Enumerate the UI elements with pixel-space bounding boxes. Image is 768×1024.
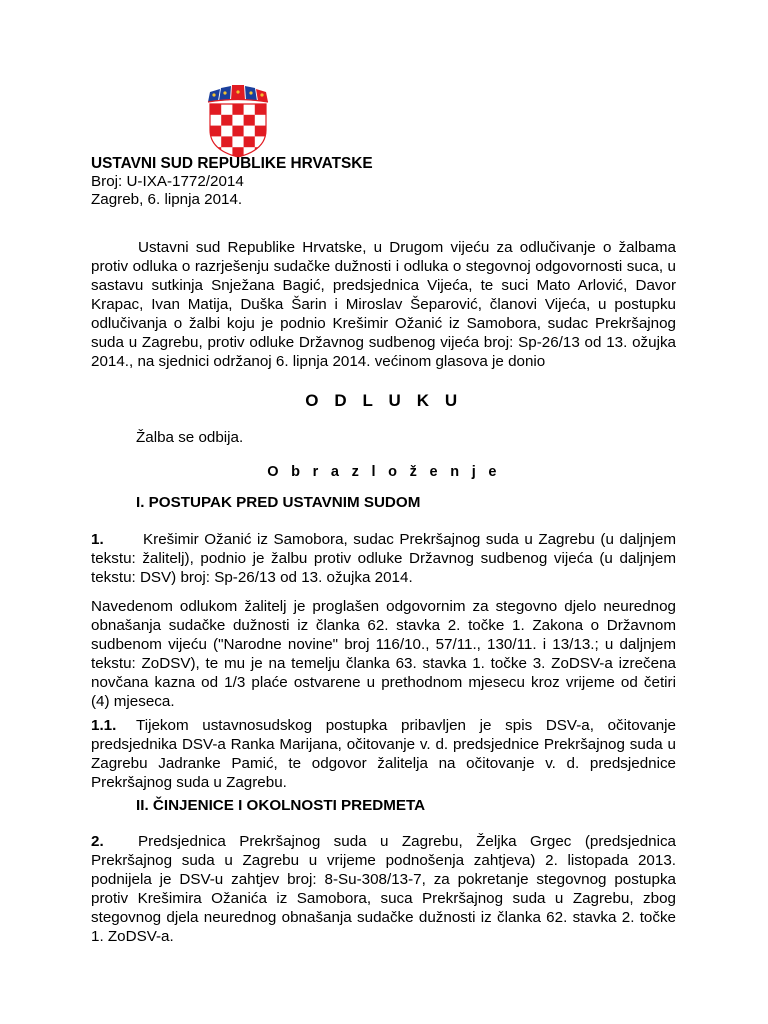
section-2-title: II. ČINJENICE I OKOLNOSTI PREDMETA [136,797,426,814]
preamble-text: Ustavni sud Republike Hrvatske, u Drugom vijeću za odlučivanje o žalbama protiv odluka o razrješenju sudačke dužnosti i odluka o stegovnoj odgovornosti suca, u sastavu sutkinja Snježana Bagić, predsjednica Vijeća, te suci Mato Arlović, Davor Krapac, Ivan Matija, Duška Šarin i Miroslav Šeparović, članovi Vijeća, u postupku odlučivanja o žalbi koju je podnio Krešimir Ožanić iz Samobora, sudac Prekršajnog suda u Zagrebu, protiv odluke Državnog sudbenog vijeća broj: Sp-26/13 od 13. ožujka 2014., na sjednici održanoj 6. lipnja 2014. većinom glasova je donio [91,239,676,370]
paragraph-text: Tijekom ustavnosudskog postupka pribavljen je spis DSV-a, očitovanje predsjednika DSV-a Ranka Marijana, očitovanje v. d. predsjednice Prekršajnog suda u Zagrebu Jadranke Pamić, te odgovor žalitelja na očitovanje v. d. predsjednice Prekršajnog suda u Zagrebu. [91,717,676,791]
paragraph-1 [91,530,676,587]
paragraph-number: 1.1. [91,717,117,734]
paragraph-text: Krešimir Ožanić iz Samobora, sudac Prekršajnog suda u Zagrebu (u daljnjem tekstu: žalitelj), podnio je žalbu protiv odluke Državnog sudbenog vijeća (u daljnjem tekstu: DSV) broj: Sp-26/13 od 13. ožujka 2014. [91,531,676,586]
paragraph-1-continued [91,597,676,711]
paragraph-text: Predsjednica Prekršajnog suda u Zagrebu, Željka Grgec (predsjednica Prekršajnog suda u Zagrebu u vrijeme podnošenja zahtjeva) 2. listopada 2013. podnijela je DSV-u zahtjev broj: 8-Su-308/13-7, za pokretanje stegovnog postupka protiv Krešimira Ožanića iz Samobora, suca Prekršajnog suda u Zagrebu, zbog stegovnog djela neurednog obnašanja sudačke dužnosti iz članka 62. stavka 2. točke 1. ZoDSV-a. [91,833,676,945]
section-1-title: I. POSTUPAK PRED USTAVNIM SUDOM [136,494,421,511]
decision-text: Žalba se odbija. [136,429,244,446]
decision-title: O D L U K U [305,391,463,410]
preamble-paragraph [91,238,676,371]
paragraph-1-1 [91,716,676,792]
place-date: Zagreb, 6. lipnja 2014. [91,191,243,208]
paragraph-number: 1. [91,531,104,548]
paragraph-2 [91,832,676,946]
reasoning-title: O b r a z l o ž e n j e [267,464,501,480]
croatian-coat-of-arms-icon [206,84,270,158]
paragraph-text: Navedenom odlukom žalitelj je proglašen odgovornim za stegovno djelo neurednog obnašanja sudačke dužnosti iz članka 62. stavka 2. točke 1. Zakona o Državnom sudbenom vijeću ("Narodne novine" broj 116/10., 57/11., 130/11. i 13/13.; u daljnjem tekstu: ZoDSV), te mu je na temelju članka 63. stavka 1. točke 3. ZoDSV-a izrečena novčana kazna od 1/3 plaće ostvarene u prethodnom mjesecu kroz vrijeme od četiri (4) mjeseca. [91,598,676,710]
court-name: USTAVNI SUD REPUBLIKE HRVATSKE [91,155,373,172]
paragraph-number: 2. [91,833,104,850]
case-number: Broj: U-IXA-1772/2014 [91,173,244,190]
